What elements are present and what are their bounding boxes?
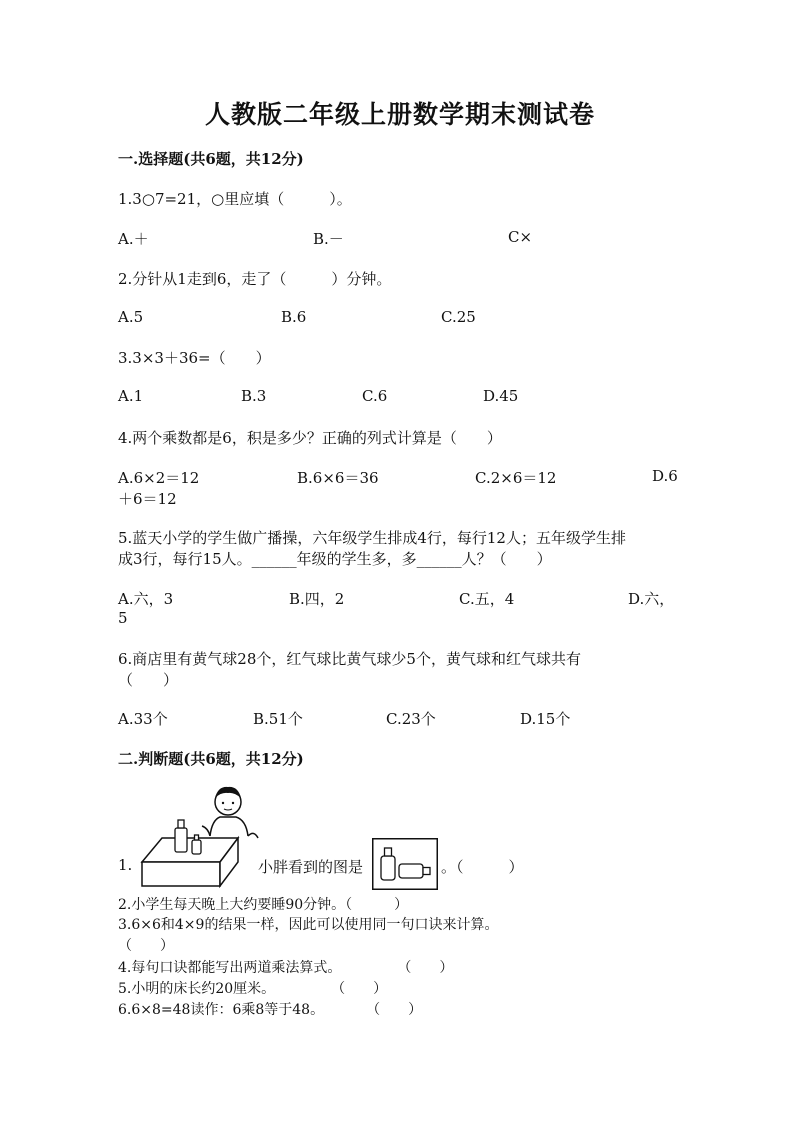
q3-option-d: D.45 — [483, 387, 519, 405]
table-bottles-illustration — [130, 780, 270, 890]
question-5-line1: 5.蓝天小学的学生做广播操，六年级学生排成4行，每行12人；五年级学生排 — [118, 529, 626, 547]
question-5-line2: 成3行，每行15人。______年级的学生多，多______人？（ ） — [118, 550, 552, 568]
q3-option-c: C.6 — [362, 387, 388, 405]
section-heading-choice: 一.选择题(共6题，共12分) — [118, 150, 304, 168]
question-6-line2: （ ） — [118, 671, 179, 689]
q4-option-c: C.2×6＝12 — [475, 469, 557, 487]
q2-option-a: A.5 — [118, 308, 144, 326]
q4-option-a: A.6×2＝12 — [118, 469, 200, 487]
q6-option-d: D.15个 — [520, 710, 571, 728]
judge-question-4: 4.每句口诀都能写出两道乘法算式。 （ ） — [118, 960, 454, 976]
q1-option-b: B.－ — [313, 230, 344, 248]
question-4: 4.两个乘数都是6，积是多少？正确的列式计算是（ ） — [118, 429, 502, 447]
q1-option-a: A.＋ — [118, 230, 149, 248]
judge-question-3-line1: 3.6×6和4×9的结果一样，因此可以使用同一句口诀来计算。 — [118, 917, 499, 933]
q5-option-d: D.六， — [628, 590, 675, 608]
bottles-view-picture — [372, 838, 438, 890]
question-2: 2.分针从1走到6，走了（ ）分钟。 — [118, 270, 392, 288]
judge-question-2: 2.小学生每天晚上大约要睡90分钟。（ ） — [118, 897, 409, 913]
q6-option-b: B.51个 — [253, 710, 303, 728]
question-1: 1.3○7=21，○里应填（ ）。 — [118, 190, 352, 208]
section-heading-judge: 二.判断题(共6题，共12分) — [118, 750, 304, 768]
q5-option-a: A.六，3 — [118, 590, 174, 608]
q5-option-c: C.五，4 — [459, 590, 515, 608]
q5-option-b: B.四，2 — [289, 590, 345, 608]
q3-option-b: B.3 — [241, 387, 267, 405]
judge-question-5: 5.小明的床长约20厘米。 （ ） — [118, 981, 388, 997]
question-6-line1: 6.商店里有黄气球28个，红气球比黄气球少5个，黄气球和红气球共有 — [118, 650, 581, 668]
q2-option-c: C.25 — [441, 308, 476, 326]
q1-option-c: C× — [508, 228, 533, 246]
judge-question-3-line2: （ ） — [118, 938, 174, 954]
q6-option-c: C.23个 — [386, 710, 436, 728]
judge-question-6: 6.6×8=48读作：6乘8等于48。 （ ） — [118, 1002, 423, 1018]
q4-option-b: B.6×6＝36 — [297, 469, 379, 487]
q6-option-a: A.33个 — [118, 710, 168, 728]
q5-option-d-wrap: 5 — [118, 609, 128, 627]
judge-question-1-text: 小胖看到的图是 — [258, 858, 364, 876]
question-3: 3.3×3＋36=（ ） — [118, 349, 271, 367]
q3-option-a: A.1 — [118, 387, 144, 405]
judge-question-1-number: 1. — [118, 856, 133, 874]
q2-option-b: B.6 — [281, 308, 307, 326]
q4-option-d-wrap: ＋6＝12 — [118, 490, 177, 508]
page-title: 人教版二年级上册数学期末测试卷 — [204, 100, 595, 129]
q4-option-d: D.6 — [652, 467, 678, 485]
judge-question-1-blank: 。（ ） — [441, 858, 524, 876]
